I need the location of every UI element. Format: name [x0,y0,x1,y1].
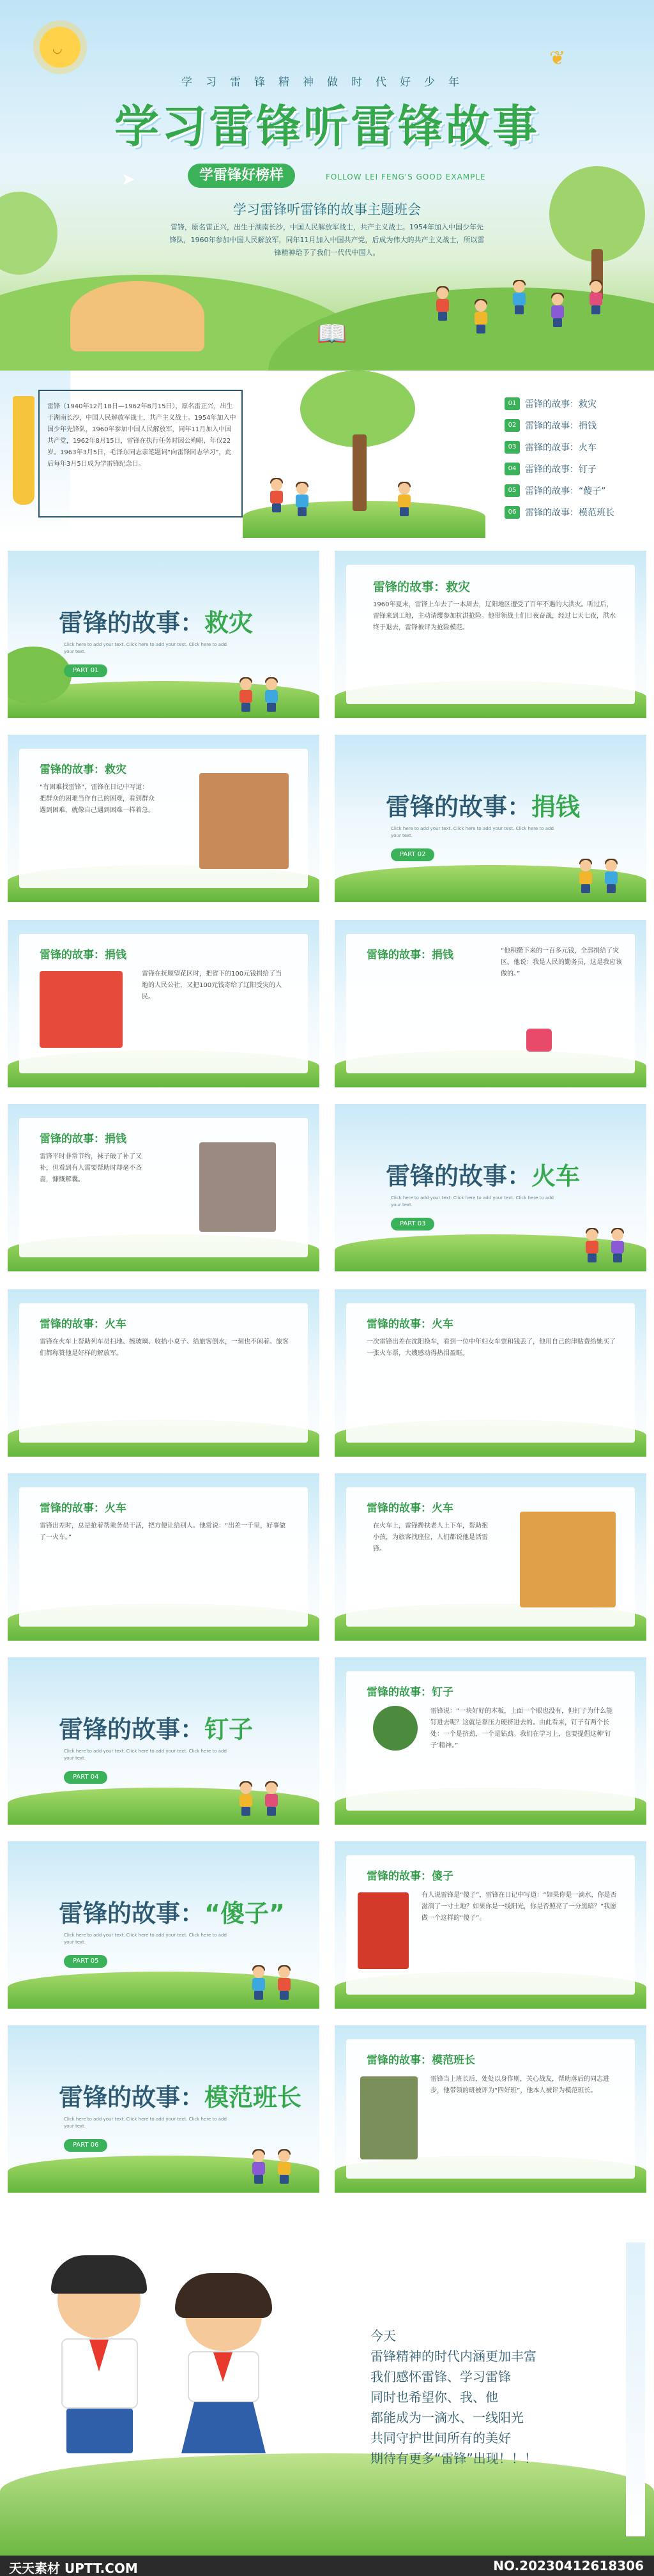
cover-slide [0,0,654,371]
elderly-couple-illustration [199,1142,276,1232]
intro-slide [0,371,654,538]
part-03-title: 雷锋的故事：火车 [386,1162,581,1190]
kid-figure [263,678,280,712]
kid-figure [238,678,254,712]
part-06-tag: PART 06 [64,2139,107,2152]
boy-shorts [66,2409,133,2453]
part-02-tag: PART 02 [391,848,434,861]
watermark-footer [0,2556,654,2576]
banzhang-content-slide [335,2025,646,2193]
jiuzai-title: 雷锋的故事：救灾 [373,580,471,594]
kid-figure [396,483,413,516]
part-03-subtitle: Click here to add your text. Click here to add your text. Click here to add your text. [391,1195,554,1208]
helping-people-illustration [199,773,289,869]
juanqian2-title: 雷锋的故事：捐钱 [367,949,453,962]
kid-figure [276,1966,293,2000]
kid-figure [238,1782,254,1816]
huoche3-title: 雷锋的故事：火车 [40,1502,126,1515]
girl-skirt [181,2402,266,2453]
pencil-icon [13,396,34,505]
girl-hair [175,2273,272,2318]
part-04-subtitle: Click here to add your text. Click here to add your text. Click here to add your text. [64,1749,227,1761]
huoche2-content-slide [335,1289,646,1457]
shazi-title: 雷锋的故事：傻子 [367,1870,453,1883]
huoche3-text: 雷锋出差时，总是抢着帮乘务员干活，把方便让给别人。他常说：“出差一千里，好事做了一火车。” [40,1522,286,1541]
banzhang-text: 雷锋当上班长后，处处以身作则，关心战友，帮助落后的同志进步，他带领的班被评为“四好班”，他本人被评为模范班长。 [430,2076,609,2094]
huoche2-title: 雷锋的故事：火车 [367,1318,453,1331]
juanqian2-text: “他积攒下来的一百多元钱，全部捐给了灾区。他说：我是人民的勤务员，这是我应该做的。” [501,947,622,977]
final-line-1: 今天 [370,2328,396,2343]
huoche-title: 雷锋的故事：火车 [40,1318,126,1331]
banzhang-title: 雷锋的故事：模范班长 [367,2054,475,2067]
part-02-slide [335,735,646,902]
train-illustration [520,1512,616,1607]
part-01-slide [8,551,319,718]
kid-figure [294,483,310,516]
dingzi-title: 雷锋的故事：钉子 [367,1686,453,1699]
book-icon: 📖 [317,319,347,348]
juanqian3-title: 雷锋的故事：捐钱 [40,1133,126,1146]
grass-strip [0,2453,654,2556]
kid-figure [588,281,604,314]
part-06-subtitle: Click here to add your text. Click here to add your text. Click here to add your text. [64,2117,227,2129]
kid-figure [263,1782,280,1816]
kid-figure [577,860,594,893]
footer-item-number: NO.20230412618306 [493,2558,644,2573]
cover-tagline: 学习雷锋精神做时代好少年 [181,76,473,89]
kid-figure [584,1229,600,1262]
huoche2-text: 一次雷锋出差在沈阳换车，看到一位中年妇女车票和钱丢了，他用自己的津贴费给她买了一张火车票，大嫂感动得热泪盈眶。 [367,1338,616,1357]
huoche4-title: 雷锋的故事：火车 [367,1502,453,1515]
agenda-item-6[interactable]: 06 雷锋的故事：模范班长 [505,505,614,520]
agenda-item-3[interactable]: 03 雷锋的故事：火车 [505,440,597,455]
jiuzai2-content-slide [8,735,319,902]
paper-plane-icon: ➤ [121,170,135,189]
kid-figure [549,294,566,327]
final-line-4: 同时也希望你、我、他 [370,2389,498,2405]
reading-kids-illustration [70,281,204,351]
elder-and-child-illustration [360,2076,418,2159]
jiuzai-content-slide [335,551,646,718]
part-04-title: 雷锋的故事：钉子 [59,1715,254,1744]
kid-figure [603,860,620,893]
part-02-subtitle: Click here to add your text. Click here to add your text. Click here to add your text. [391,826,554,838]
tree-trunk [353,434,367,511]
juanqian-text: 雷锋在抚顺望花区时，把省下的100元钱捐给了当地的人民公社，又把100元钱寄给了辽阳受灾的人民。 [142,970,282,1000]
cover-title: 学习雷锋听雷锋故事 [114,100,540,153]
cover-paragraph: 雷锋，原名雷正兴，出生于湖南长沙，中国人民解放军战士，共产主义战士。1954年加入中国少年先锋队，1960年参加中国人民解放军，同年11月加入中国共产党，后成为伟大的共产主义战士，所以雷锋精神给予了我们一代代中国人。 [169,223,485,257]
juanqian2-content-slide [335,920,646,1087]
butterfly-icon: ❦ [549,47,566,70]
part-03-slide [335,1104,646,1271]
jiuzai2-title: 雷锋的故事：救灾 [40,763,126,776]
dingzi-content-slide [335,1657,646,1825]
part-05-title: 雷锋的故事：“傻子” [59,1899,285,1928]
part-01-title: 雷锋的故事：救灾 [59,609,254,637]
lei-feng-portrait-illustration [358,1892,409,1969]
kid-figure [473,300,489,334]
soldier-portrait-illustration [373,1706,418,1751]
part-02-title: 雷锋的故事：捐钱 [386,793,581,821]
huoche-text: 雷锋在火车上帮助列车员扫地、擦玻璃、收拾小桌子、给旅客倒水，一刻也不闲着。旅客们都称赞他是好样的解放军。 [40,1338,289,1357]
huoche4-content-slide [335,1473,646,1641]
kid-figure [250,1966,267,2000]
shazi-text: 有人说雷锋是“傻子”，雷锋在日记中写道：“如果你是一滴水，你是否滋润了一寸土地？如果你是一线阳光，你是否照亮了一分黑暗？”我愿做一个这样的“傻子”。 [422,1892,617,1922]
kid-figure [609,1229,626,1262]
part-03-tag: PART 03 [391,1218,434,1230]
part-04-slide [8,1657,319,1825]
final-line-3: 我们感怀雷锋、学习雷锋 [370,2369,511,2384]
huoche4-text: 在火车上，雷锋搀扶老人上下车，帮助抱小孩，为旅客找座位，人们都说他是活雷锋。 [373,1522,488,1552]
juanqian-content-slide [8,920,319,1087]
agenda-item-2[interactable]: 02 雷锋的故事：捐钱 [505,418,597,433]
cover-subtitle: 学习雷锋听雷锋的故事主题班会 [233,202,421,217]
kid-figure [511,281,528,314]
soldiers-illustration [40,971,123,1048]
huoche-content-slide [8,1289,319,1457]
juanqian3-content-slide [8,1104,319,1271]
cover-badge-english: FOLLOW LEI FENG'S GOOD EXAMPLE [326,172,486,181]
final-line-7: 期待有更多“雷锋”出现！！！ [370,2451,537,2466]
footer-site-name[interactable]: 天天素材 UPTT.COM [9,2561,138,2576]
boy-hair [51,2255,147,2294]
kid-figure [250,2150,267,2184]
dingzi-text: 雷锋说：“一块好好的木板，上面一个眼也没有，但钉子为什么能钉进去呢？这就是靠压力硬挤进去的。由此看来，钉子有两个长处：一个是挤劲，一个是钻劲。我们在学习上，也要提倡这种‘钉子’精神。” [430,1708,613,1749]
part-05-tag: PART 05 [64,1955,107,1968]
kid-figure [268,479,285,512]
part-04-tag: PART 04 [64,1771,107,1784]
part-05-subtitle: Click here to add your text. Click here to add your text. Click here to add your text. [64,1933,227,1945]
part-06-title: 雷锋的故事：模范班长 [59,2083,302,2112]
kid-figure [276,2150,293,2184]
final-slide [0,2223,654,2556]
part-05-slide [8,1841,319,2009]
intro-text: 雷锋（1940年12月18日—1962年8月15日），原名雷正兴，出生于湖南长沙，中国人民解放军战士，共产主义战士。1954年加入中国少年先锋队，1960年参加中国人民解放军，同年11月加入中国共产党，1962年8月15日，雷锋在执行任务时因公殉职，年仅22岁。1963年3月5日，毛泽东同志亲笔题词“向雷锋同志学习”，此后每年3月5日成为学雷锋纪念日。 [47,403,236,468]
agenda-item-4[interactable]: 04 雷锋的故事：钉子 [505,461,597,477]
juanqian-title: 雷锋的故事：捐钱 [40,949,126,962]
cover-badge: 学雷锋好榜样 [188,164,295,188]
part-01-subtitle: Click here to add your text. Click here to add your text. Click here to add your text. [64,642,227,654]
final-line-6: 共同守护世间所有的美好 [370,2430,511,2446]
jiuzai-text: 1960年夏末，雷锋上车去了一本周去，辽阳地区遭受了百年不遇的大洪灾。听过后，雷锋来到工地，主动请缨参加抗洪抢险。他带领战士们日夜奋战，经过七天七夜，洪水终于退去，雷锋被评为抢险模范。 [373,601,616,631]
juanqian3-text: 雷锋平时非常节约，袜子破了补了又补，但看到有人需要帮助时却毫不吝啬，慷慨解囊。 [40,1153,142,1183]
final-line-2: 雷锋精神的时代内涵更加丰富 [370,2349,536,2364]
agenda-item-5[interactable]: 05 雷锋的故事：“傻子” [505,483,606,498]
jiuzai2-text: “有困难找雷锋”，雷锋在日记中写道：把群众的困难当作自己的困难，看到群众遇到困难，就像自己遇到困难一样着急。 [40,784,155,814]
sun-icon: ◡ [40,27,80,68]
heart-icon [526,1029,552,1052]
shazi-content-slide [335,1841,646,2009]
agenda-item-1[interactable]: 01 雷锋的故事：救灾 [505,396,597,411]
part-06-slide [8,2025,319,2193]
part-01-tag: PART 01 [64,664,107,677]
final-line-5: 都能成为一滴水、一线阳光 [370,2410,524,2425]
huoche3-content-slide [8,1473,319,1641]
kid-figure [434,288,451,321]
